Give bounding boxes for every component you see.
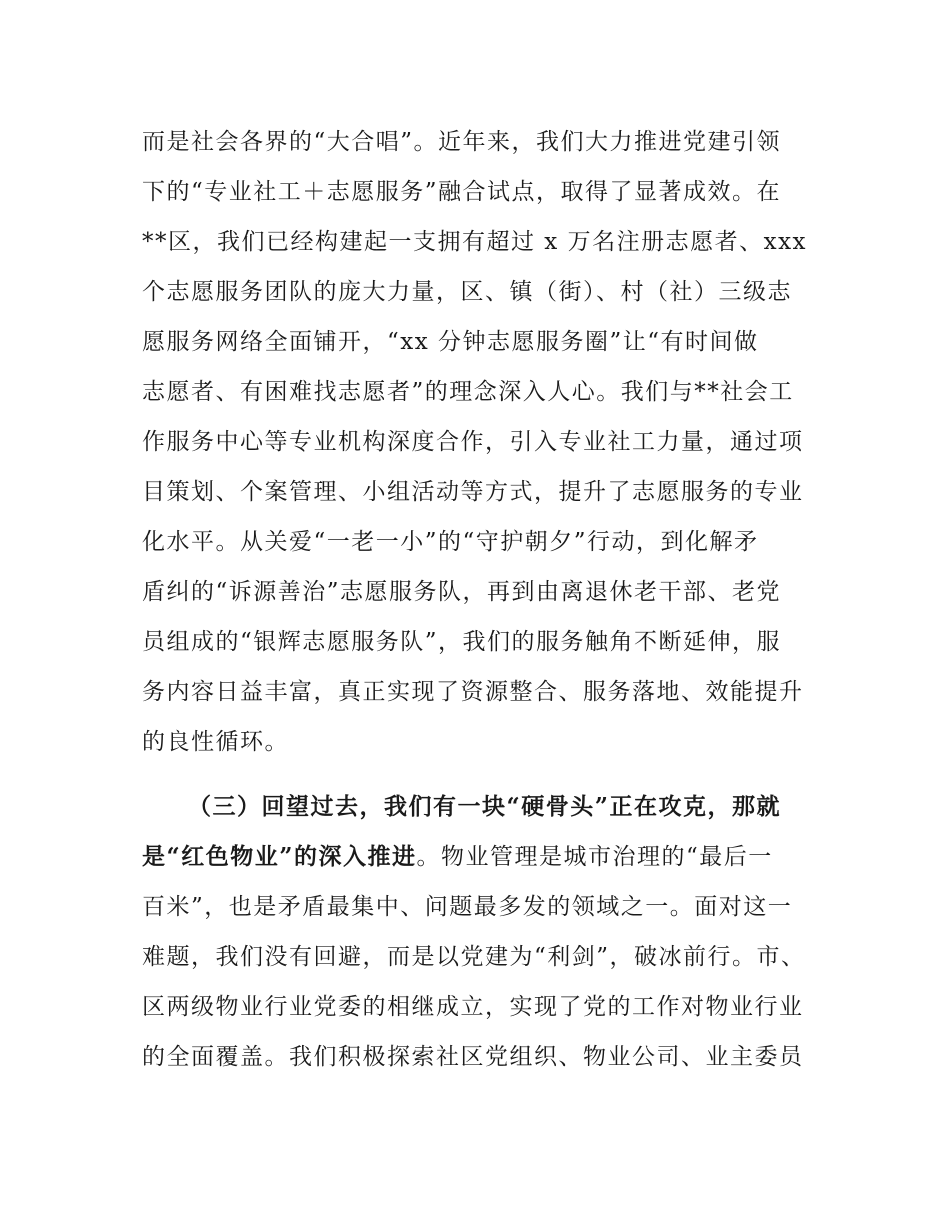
section-heading-line-2: 是“红色物业”的深入推进 [142,843,417,870]
paragraph-1-line-5: 愿服务网络全面铺开，“xx 分钟志愿服务圈”让“有时间做 [142,329,759,355]
paragraph-1-line-4: 个志愿服务团队的庞大力量，区、镇（街）、村（社）三级志 [142,279,792,305]
paragraph-1-line-1: 而是社会各界的“大合唱”。近年来，我们大力推进党建引领 [142,129,782,155]
paragraph-1-line-12: 务内容日益丰富，真正实现了资源整合、服务落地、效能提升 [142,679,804,705]
paragraph-2-line-4: 难题，我们没有回避，而是以党建为“利剑”，破冰前行。市、 [142,944,806,970]
paragraph-1-line-13: 的良性循环。 [142,729,289,755]
paragraph-2-line-2 [142,837,773,877]
section-heading-line-1: （三）回望过去，我们有一块“硬骨头”正在攻克，那就 [188,793,781,820]
paragraph-1-line-6: 志愿者、有困难找志愿者”的理念深入人心。我们与**社会工 [142,379,794,405]
paragraph-2-line-2-rest: 。物业管理是城市治理的“最后一 [416,844,773,870]
paragraph-1-line-11: 员组成的“银辉志愿服务队”，我们的服务触角不断延伸，服 [142,629,782,655]
paragraph-1-line-10: 盾纠的“诉源善治”志愿服务队，再到由离退休老干部、老党 [142,579,782,605]
paragraph-1-line-7: 作服务中心等专业机构深度合作，引入专业社工力量，通过项 [142,429,804,455]
paragraph-1-line-9: 化水平。从关爱“一老一小”的“守护朝夕”行动，到化解矛 [142,529,759,555]
paragraph-1-line-8: 目策划、个案管理、小组活动等方式，提升了志愿服务的专业 [142,479,804,505]
paragraph-1-line-3: **区，我们已经构建起一支拥有超过 x 万名注册志愿者、xxx [142,229,808,255]
paragraph-1-line-2: 下的“专业社工＋志愿服务”融合试点，取得了显著成效。在 [142,179,782,205]
paragraph-2-line-6: 的全面覆盖。我们积极探索社区党组织、物业公司、业主委员 [142,1044,804,1070]
paragraph-2-line-3: 百米”，也是矛盾最集中、问题最多发的领域之一。面对这一 [142,894,793,920]
paragraph-2-line-5: 区两级物业行业党委的相继成立，实现了党的工作对物业行业 [142,994,804,1020]
